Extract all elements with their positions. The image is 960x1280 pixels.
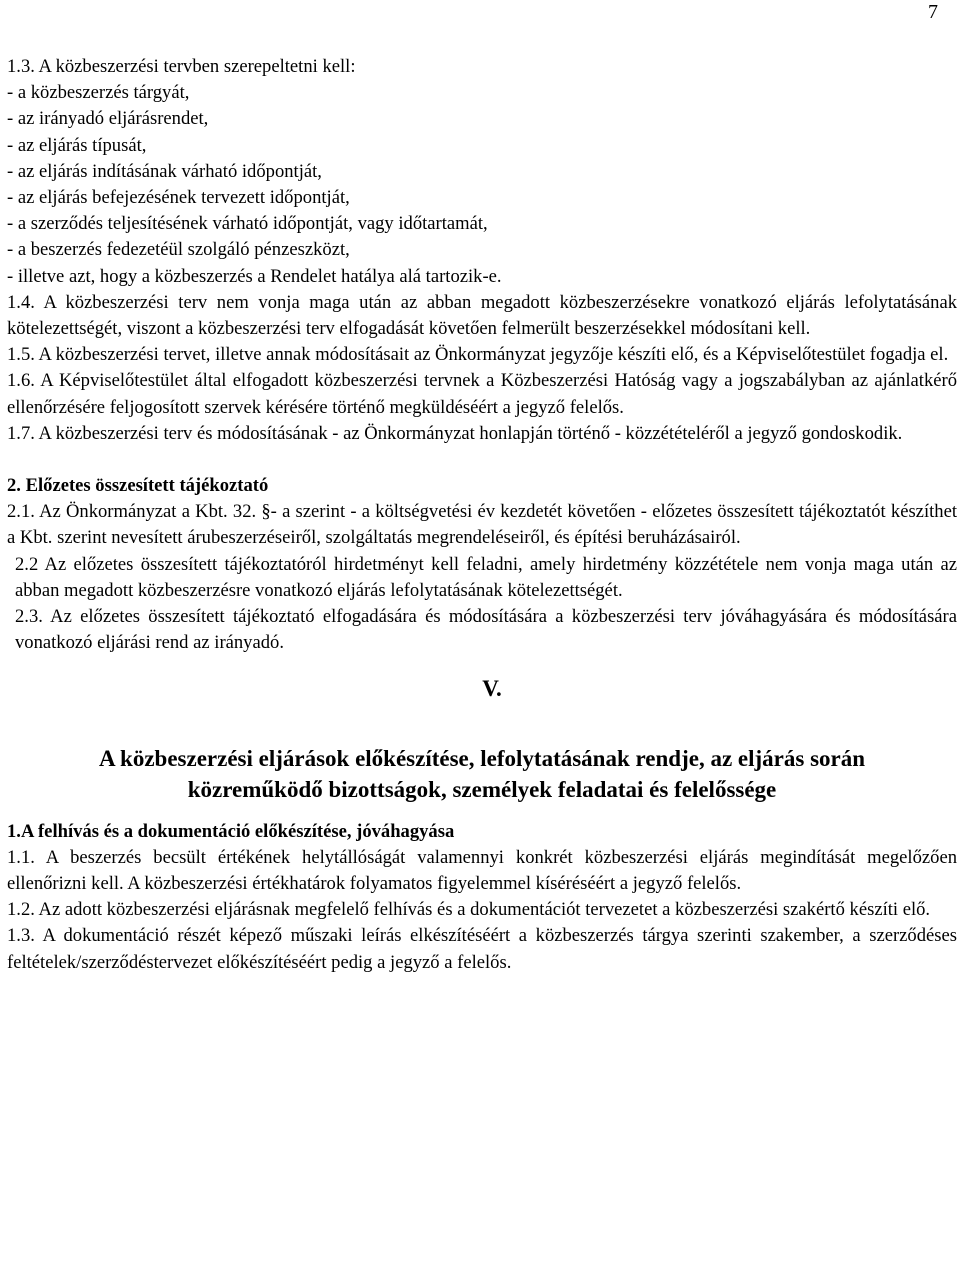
list-item: - az eljárás típusát, (7, 134, 147, 156)
list-item: - az eljárás befejezésének tervezett időpontját, (7, 187, 350, 209)
document-body (7, 54, 957, 976)
list-item: - illetve azt, hogy a közbeszerzés a Rendelet hatálya alá tartozik-e. (7, 265, 502, 287)
paragraph-2-1: 2.1. Az Önkormányzat a Kbt. 32. §- a szerint - a költségvetési év kezdetét követően - előzetes összesített tájékoztatót készíthet a Kbt. szerint nevesített árubeszerzéseiről, szolgáltatás megrendeléseiről, és építési beruházásairól. (7, 501, 957, 549)
paragraph-v-1-1: 1.1. A beszerzés becsült értékének helytállóságát valamennyi konkrét közbeszerzési eljárás megindítását megelőzően ellenőrizni kell. A közbeszerzési értékhatárok folyamatos figyelemmel kíséréséért a jegyző felelős. (7, 846, 957, 895)
paragraph-v-1-2: 1.2. Az adott közbeszerzési eljárásnak megfelelő felhívás és a dokumentációt tervezetet a közbeszerzési szakértő készíti elő. (7, 899, 931, 921)
paragraph-1-7: 1.7. A közbeszerzési terv és módosításának - az Önkormányzat honlapján történő - közzétételéről a jegyző gondoskodik. (7, 422, 903, 444)
sub-heading: 1.A felhívás és a dokumentáció előkészítése, jóváhagyása (7, 820, 455, 842)
list-item: - az irányadó eljárásrendet, (7, 108, 209, 130)
section-title-line-1: A közbeszerzési eljárások előkészítése, lefolytatásának rendje, az eljárás során (98, 745, 866, 771)
list-item: - a beszerzés fedezetéül szolgáló pénzeszközt, (7, 239, 350, 261)
paragraph-1-4: 1.4. A közbeszerzési terv nem vonja maga után az abban megadott közbeszerzésekre vonatkozó eljárás lefolytatásának kötelezettségét, viszont a közbeszerzési terv elfogadását követően felmerült beszerzésekkel módosítani kell. (7, 291, 957, 340)
section-number: V. (482, 676, 502, 702)
paragraph-2-3: 2.3. Az előzetes összesített tájékoztató elfogadására és módosítására a közbeszerzési terv jóváhagyására és módosítására vonatkozó eljárási rend az irányadó. (15, 606, 957, 654)
list-intro: 1.3. A közbeszerzési tervben szerepeltetni kell: (7, 56, 356, 77)
page-number: 7 (928, 1, 938, 23)
list-item: - a szerződés teljesítésének várható időpontját, vagy időtartamát, (7, 213, 488, 235)
heading-2: 2. Előzetes összesített tájékoztató (7, 475, 269, 497)
paragraph-v-1-3: 1.3. A dokumentáció részét képező műszaki leírás elkészítéséért a közbeszerzés tárgya szerinti szakember, a szerződéses feltételek/szerződéstervezet előkészítéséért pedig a jegyző a felelős. (7, 925, 957, 973)
section-title (7, 743, 957, 805)
list-item: - az eljárás indításának várható időpontját, (7, 160, 322, 182)
list-item: - a közbeszerzés tárgyát, (7, 82, 190, 104)
paragraph-1-6: 1.6. A Képviselőtestület által elfogadott közbeszerzési tervnek a Közbeszerzési Hatóság vagy a jogszabályban az ajánlatkérő ellenőrzésére feljogosított szervek kérésére történő megküldéséért a jegyző felelős. (7, 370, 957, 418)
section-title-line-2: közreműködő bizottságok, személyek feladatai és felelőssége (187, 776, 777, 802)
paragraph-1-5: 1.5. A közbeszerzési tervet, illetve annak módosításait az Önkormányzat jegyzője készíti elő, és a Képviselőtestület fogadja el. (7, 344, 949, 366)
content-list (7, 80, 957, 290)
paragraph-2-2: 2.2 Az előzetes összesített tájékoztatóról hirdetményt kell feladni, amely hirdetmény közzététele nem vonja maga után az abban megadott közbeszerzésre vonatkozó eljárás lefolytatásának kötelezettségét. (15, 553, 957, 601)
